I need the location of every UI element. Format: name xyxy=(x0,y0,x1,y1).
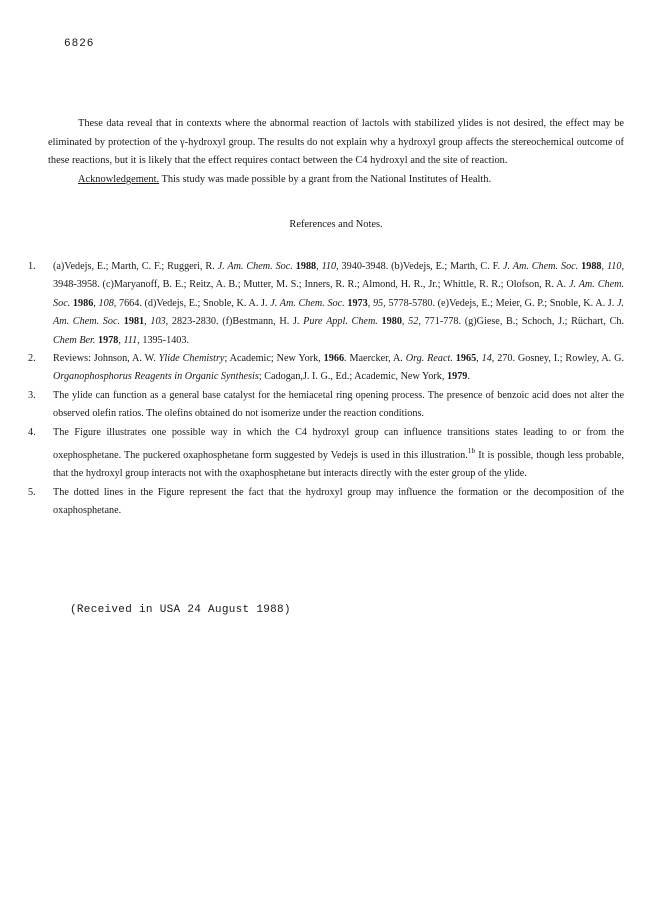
reference-segment: J. Am. Chem. Soc. xyxy=(53,297,625,328)
reference-item xyxy=(28,484,624,521)
reference-segment: 1973 xyxy=(347,297,368,309)
reference-segment: 1980 xyxy=(381,316,402,328)
reference-segment: , xyxy=(316,261,322,272)
reference-segment: J. Am. Chem. Soc. xyxy=(502,261,579,272)
reference-segment: (a)Vedejs, E.; Marth, C. F.; Ruggeri, R. xyxy=(53,261,218,272)
reference-segment: 1988 xyxy=(295,261,317,272)
reference-item xyxy=(28,350,624,387)
reference-number: 2. xyxy=(28,353,36,365)
reference-item xyxy=(28,258,624,350)
reference-text xyxy=(53,350,624,387)
reference-segment: . Maercker, A. xyxy=(344,353,406,365)
reference-segment: , 2823-2830. (f)Bestmann, H. J. xyxy=(165,316,304,328)
reference-segment: ; Academic; New York, xyxy=(224,353,324,365)
acknowledgement-text: This study was made possible by a grant from the National Institutes of Health. xyxy=(159,173,492,185)
reference-segment: 108 xyxy=(98,297,114,309)
reference-segment: Org. React. xyxy=(405,353,453,365)
reference-segment: 52 xyxy=(408,316,419,328)
reference-segment: , xyxy=(367,297,373,309)
reference-segment: 1966 xyxy=(323,353,345,365)
paragraph xyxy=(48,115,624,171)
reference-segment: 1965 xyxy=(455,353,477,365)
reference-segment: 1b xyxy=(467,446,476,456)
reference-segment: 1978 xyxy=(98,334,119,346)
reference-segment: J. Am. Chem. Soc. xyxy=(270,297,345,309)
reference-segment: 1979 xyxy=(447,371,468,383)
reference-segment: 1988 xyxy=(581,261,602,272)
reference-segment: Organophosphorus Reagents in Organic Synthesis xyxy=(53,371,259,383)
reference-segment: , xyxy=(118,334,124,346)
reference-segment: ; Cadogan,J. I. G., Ed.; Academic, New York, xyxy=(258,371,447,383)
reference-segment: Ylide Chemistry xyxy=(158,353,225,365)
references-title: References and Notes. xyxy=(289,219,383,230)
reference-segment: Pure Appl. Chem. xyxy=(303,316,378,328)
reference-segment: , 771-778. (g)Giese, B.; Schoch, J.; Rüchart, Ch. xyxy=(418,316,625,328)
reference-segment: 110 xyxy=(606,261,622,272)
references-list xyxy=(28,258,624,521)
reference-segment: 14 xyxy=(481,353,492,365)
reference-segment: , 5778-5780. (e)Vedejs, E.; Meier, G. P.; Snoble, K. A. J. xyxy=(383,297,617,309)
reference-text xyxy=(53,424,624,484)
reference-text xyxy=(53,484,624,521)
reference-segment: 111 xyxy=(123,334,138,346)
reference-number: 1. xyxy=(28,261,36,272)
reference-item xyxy=(28,387,624,424)
reference-number: 5. xyxy=(28,486,36,498)
reference-text xyxy=(53,258,624,350)
reference-segment: Reviews: Johnson, A. W. xyxy=(53,353,159,365)
reference-segment: The dotted lines in the Figure represent the fact that the hydroxyl group may influence the formation or the decomposition of the oxaphosphetane. xyxy=(53,486,624,517)
reference-segment: The ylide can function as a general base catalyst for the hemiacetal ring opening process. The presence of benzoic acid does not alter the observed olefin ratios. The olefins obtained do not isomerize under the reaction conditions. xyxy=(53,389,624,420)
reference-segment: , 3948-3958. (c)Maryanoff, B. E.; Reitz, A. B.; Mutter, M. S.; Inners, R. R.; Almond, H. R., Jr.; Whittle, R. R.; Olofson, R. A. xyxy=(53,261,625,291)
reference-segment: 103 xyxy=(150,316,166,328)
reference-segment: , xyxy=(93,297,99,309)
reference-text xyxy=(53,387,624,424)
reference-segment: Chem Ber. xyxy=(53,334,96,346)
reference-segment: , 7664. (d)Vedejs, E.; Snoble, K. A. J. xyxy=(113,297,271,309)
reference-number: 4. xyxy=(28,426,36,438)
reference-segment: , xyxy=(601,261,607,272)
acknowledgement-paragraph xyxy=(48,171,624,190)
reference-segment: 110 xyxy=(321,261,337,272)
reference-segment: 1986 xyxy=(72,297,94,309)
body-text xyxy=(48,115,624,189)
acknowledgement-heading: Acknowledgement. xyxy=(78,173,160,185)
reference-segment: , xyxy=(401,316,409,328)
reference-segment: J. Am. Chem. Soc. xyxy=(53,279,625,309)
page-number: 6826 xyxy=(64,38,95,50)
paragraph-text: These data reveal that in contexts where the abnormal reaction of lactols with stabilized ylides is not desired, the effect may be eliminated by protection of the γ-hydroxyl group. The results do not explain why a hydroxyl group affects the stereochemical outcome of these reactions, but it is likely that the effect requires contact between the C4 hydroxyl and the site of reaction. xyxy=(48,118,624,167)
reference-segment: J. Am. Chem. Soc. xyxy=(217,261,293,272)
reference-segment: , xyxy=(144,316,151,328)
reference-segment: , 270. Gosney, I.; Rowley, A. G. xyxy=(491,353,624,365)
reference-number: 3. xyxy=(28,389,36,401)
reference-segment: 1981 xyxy=(123,316,145,328)
reference-segment: The Figure illustrates one possible way in which the C4 hydroxyl group can influence transitions states leading to or from the oxephosphetane. The puckered oxaphosphetane form suggested by Vedejs is used in this illustration. xyxy=(53,426,624,462)
reference-segment: 95 xyxy=(372,297,384,309)
reference-segment: , 1395-1403. xyxy=(137,334,190,346)
reference-segment: , xyxy=(476,353,482,365)
reference-segment: . xyxy=(467,371,470,383)
reference-item xyxy=(28,424,624,484)
reference-segment: It is possible, though less probable, that the hydroxyl group interacts not with the oxaphosphetane but interacts directly with the ester group of the ylide. xyxy=(53,450,624,480)
received-date: (Received in USA 24 August 1988) xyxy=(70,604,291,616)
reference-segment: , 3940-3948. (b)Vedejs, E.; Marth, C. F. xyxy=(336,261,503,272)
